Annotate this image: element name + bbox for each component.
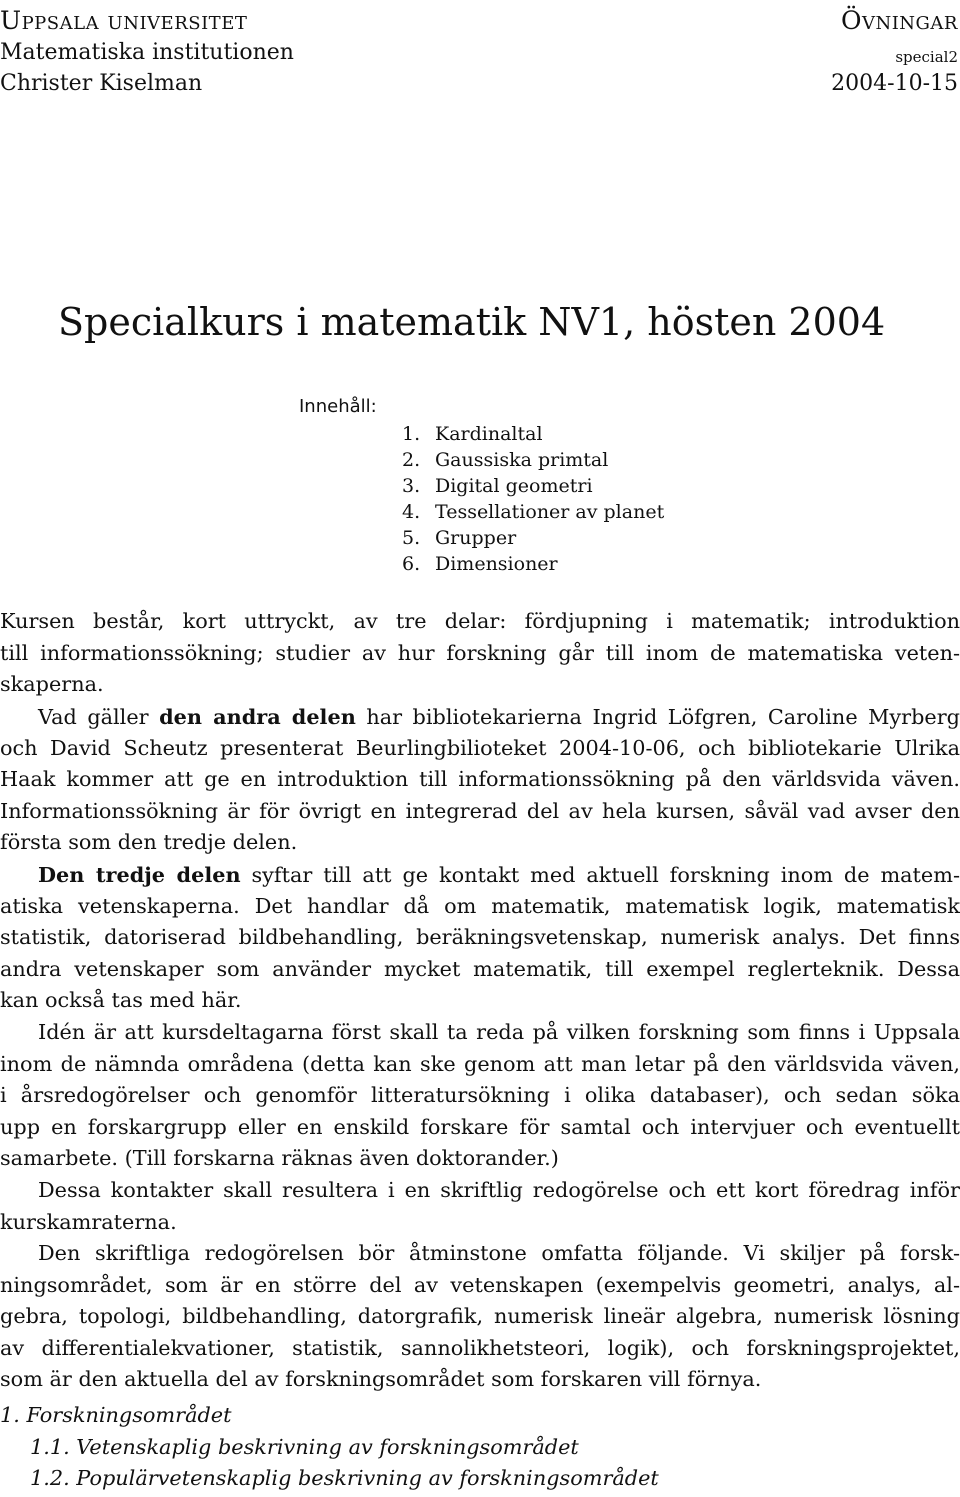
text-line: upp en forskargrupp eller en enskild forskare för samtal och intervjuer och eventuellt <box>0 1114 960 1139</box>
emphasis-third-part: Den tredje delen <box>38 862 241 887</box>
toc-heading: Innehåll: <box>299 396 377 417</box>
text-line: samarbete. (Till forskarna räknas även doktorander.) <box>0 1146 559 1170</box>
text-line: Den skriftliga redogörelsen bör åtminstone omfatta följande. Vi skiljer på forsk- <box>38 1241 960 1265</box>
toc-item: 3. Digital geometri <box>402 475 593 497</box>
text-line: kurskamraterna. <box>0 1209 177 1234</box>
page-title: Specialkurs i matematik NV1, hösten 2004 <box>58 300 886 344</box>
text-line: Den tredje delen syftar till att ge kontakt med aktuell forskning inom de matem- <box>38 862 960 887</box>
paragraph-second-part <box>0 701 960 859</box>
university-name: Uppsala universitet <box>0 6 248 35</box>
text-line: Dessa kontakter skall resultera i en skriftlig redogörelse och ett kort föredrag inför <box>38 1178 960 1202</box>
text-line: Kursen består, kort uttryckt, av tre delar: fördjupning i matematik; introduktion <box>0 609 960 633</box>
paragraph-course-overview <box>0 606 960 701</box>
text-line: till informationssökning; studier av hur forskning går till inom de matematiska veten- <box>0 640 960 665</box>
text-line: gebra, topologi, bildbehandling, datorgrafik, numerisk lineär algebra, numerisk lösning <box>0 1304 960 1328</box>
text-line: statistik, datoriserad bildbehandling, beräkningsvetenskap, numerisk analys. Det finns <box>0 925 960 949</box>
document-date: 2004-10-15 <box>831 71 958 96</box>
text-line: skaperna. <box>0 672 104 696</box>
emphasis-second-part: den andra delen <box>159 704 356 729</box>
text-line: andra vetenskaper som använder mycket matematik, till exempel reglerteknik. Dessa <box>0 956 960 981</box>
text-line: i årsredogörelser och genomför litteratursökning i olika databaser), och sedan söka <box>0 1083 960 1107</box>
text-line: Vad gäller den andra delen har bibliotekarierna Ingrid Löfgren, Caroline Myrberg <box>38 704 960 729</box>
paragraph-idea <box>0 1017 960 1175</box>
toc-item: 2. Gaussiska primtal <box>402 449 609 471</box>
text-line: som är den aktuella del av forskningsområdet som forskaren vill förnya. <box>0 1367 762 1391</box>
paragraph-written-report <box>0 1238 960 1396</box>
text-line: atiska vetenskaperna. Det handlar då om matematik, matematisk logik, matematisk <box>0 893 960 918</box>
text-line: Haak kommer att ge en introduktion till informationssökning på den världsvida väven. <box>0 767 960 791</box>
paragraph-third-part <box>0 859 960 1017</box>
outline-item: 1.1. Vetenskaplig beskrivning av forskningsområdet <box>30 1435 579 1459</box>
toc-item: 6. Dimensioner <box>402 553 558 575</box>
author-name: Christer Kiselman <box>0 71 203 96</box>
toc-item: 5. Grupper <box>402 527 517 549</box>
document-code: special2 <box>895 48 958 66</box>
text-line: första som den tredje delen. <box>0 830 298 854</box>
document-type: Övningar <box>840 6 958 35</box>
text-line: inom de nämnda områdena (detta kan ske genom att man letar på den världsvida väven, <box>0 1051 960 1076</box>
text-line: av differentialekvationer, statistik, sannolikhetsteori, logik), och forskningsprojektet, <box>0 1335 960 1360</box>
toc-item: 4. Tessellationer av planet <box>402 501 665 523</box>
text-line: kan också tas med här. <box>0 988 242 1012</box>
toc-item: 1. Kardinaltal <box>402 423 543 445</box>
outline-item: 1. Forskningsområdet <box>0 1403 232 1427</box>
paragraph-contacts <box>0 1175 960 1238</box>
text-line: Informationssökning är för övrigt en integrerad del av hela kursen, såväl vad avser den <box>0 798 960 823</box>
outline-item: 1.2. Populärvetenskaplig beskrivning av forskningsområdet <box>30 1466 659 1490</box>
text-line: Idén är att kursdeltagarna först skall ta reda på vilken forskning som finns i Uppsala <box>38 1020 960 1044</box>
text-line: ningsområdet, som är en större del av vetenskapen (exempelvis geometri, analys, al- <box>0 1272 960 1297</box>
text-line: och David Scheutz presenterat Beurlingbilioteket 2004-10-06, och bibliotekarie Ulrika <box>0 735 960 760</box>
department-name: Matematiska institutionen <box>0 40 294 65</box>
